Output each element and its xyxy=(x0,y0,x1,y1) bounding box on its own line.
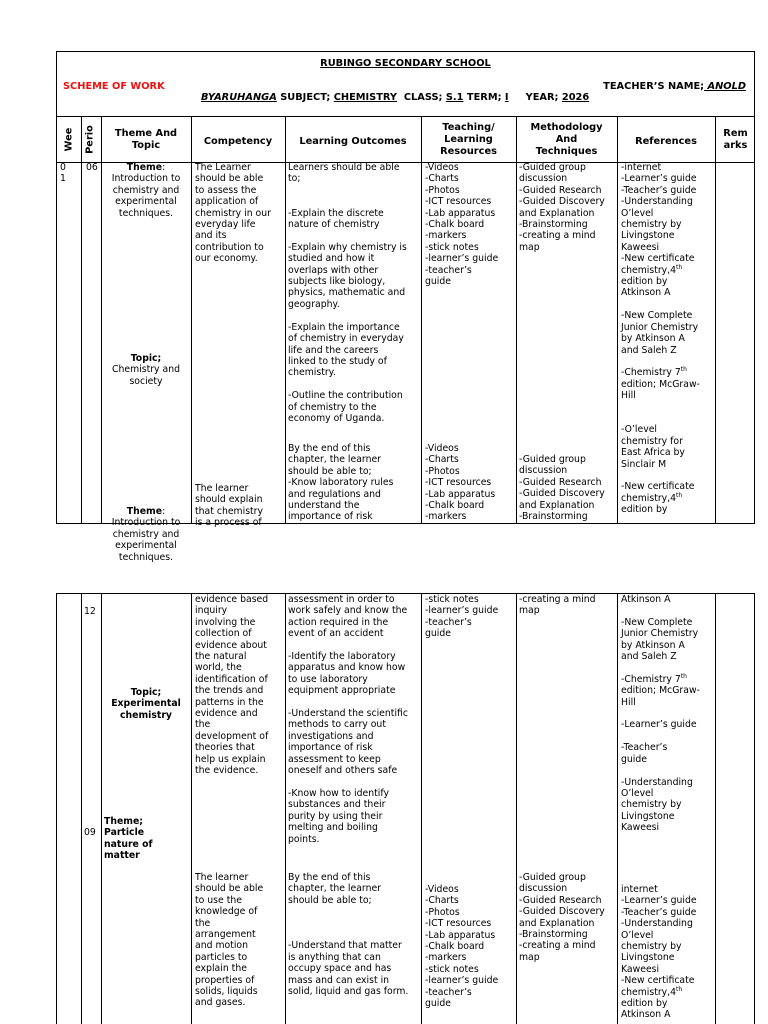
period-number: 09 xyxy=(84,827,96,838)
header-week: Wee xyxy=(63,127,75,152)
header-rule-top xyxy=(57,116,754,117)
topic-text: Chemistry and society xyxy=(111,364,180,387)
teacher-name xyxy=(603,81,746,92)
competency-4: The learner should be able to use the knowledge of the arrangement and motion particles to explain the properties of solids, liquids and gases. xyxy=(195,872,264,1009)
references-text: edition by Atkinson A xyxy=(621,998,671,1021)
period-number: 12 xyxy=(84,606,96,617)
learning-outcomes-3: assessment in order to work safely and know the action required in the event of an accident -Identify the laboratory apparatus and know how to use laboratory equipment appropriate -Understand the scientific methods to carry out investigations and importance of risk assessment to keep oneself and others safe -Know how to identify substances and their purity by using their melting and boiling points. xyxy=(288,594,408,845)
references-3 xyxy=(621,594,715,834)
scheme-table-page-2 xyxy=(56,593,755,1024)
topic-label: Topic; xyxy=(130,353,162,364)
superscript-th: th xyxy=(676,985,683,993)
term-label: TERM; xyxy=(463,92,502,103)
header-period: Perio xyxy=(84,125,96,154)
references-text: edition by Atkinson A -New Complete Junior Chemistry by Atkinson A and Saleh Z -Chemistry 7 xyxy=(621,276,699,379)
class-label: CLASS; xyxy=(403,92,443,103)
col-divider xyxy=(421,116,422,523)
methodology-2: -Guided group discussion -Guided Research -Guided Discovery and Explanation -Brainstorming xyxy=(519,454,605,523)
superscript-th: th xyxy=(680,672,687,680)
methodology-4: -Guided group discussion -Guided Research -Guided Discovery and Explanation -Brainstorming -creating a mind map xyxy=(519,872,605,963)
scheme-title: SCHEME OF WORK xyxy=(63,81,165,92)
learning-outcomes-1: Learners should be able to; -Explain the discrete nature of chemistry -Explain why chemistry is studied and how it overlaps with other subjects like biology, physics, mathematic and geography. -Explain the importance of chemistry in everyday life and the careers linked to the study of chemistry. -Outline the contribution of chemistry to the economy of Uganda. xyxy=(288,162,407,424)
theme-text: Introduction to chemistry and experimental techniques. xyxy=(111,173,181,219)
references-text: -internet -Learner’s guide -Teacher’s guide -Understanding O’level chemistry by Livingstone Kaweesi -New certificate chemistry,4 xyxy=(621,162,697,276)
methodology-1: -Guided group discussion -Guided Research -Guided Discovery and Explanation -Brainstorming -creating a mind map xyxy=(519,162,605,253)
term-value: I xyxy=(504,92,509,103)
competency-1: The Learner should be able to assess the application of chemistry in our everyday life and its contribution to our economy. xyxy=(195,162,271,265)
superscript-th: th xyxy=(680,366,687,374)
col-divider xyxy=(516,116,517,523)
competency-3: evidence based inquiry involving the collection of evidence about the natural world, the identification of the trends and patterns in the evidence and the development of theories that help us explain the evidence. xyxy=(195,594,269,777)
references-text: Atkinson A -New Complete Junior Chemistry by Atkinson A and Saleh Z -Chemistry 7 xyxy=(621,594,699,685)
school-name: RUBINGO SECONDARY SCHOOL xyxy=(320,58,491,69)
year-label: YEAR; xyxy=(525,92,559,103)
col-divider xyxy=(81,116,82,523)
theme-label: Theme xyxy=(126,506,163,517)
col-divider xyxy=(191,594,192,1024)
col-divider xyxy=(421,594,422,1024)
learning-outcomes-4: By the end of this chapter, the learner should be able to; -Understand that matter is anything that can occupy space and has mass and can exist in solid, liquid and gas form. xyxy=(288,872,409,998)
subject-label: SUBJECT; xyxy=(276,92,331,103)
resources-2: -Videos -Charts -Photos -ICT resources -Lab apparatus -Chalk board -markers xyxy=(425,443,496,523)
references-text: internet -Learner’s guide -Teacher’s guide -Understanding O’level chemistry by Livingstone Kaweesi -New certificate chemistry,4 xyxy=(621,884,697,998)
teacher-first-name: ANOLD xyxy=(704,81,746,92)
methodology-3: -creating a mind map xyxy=(519,594,596,617)
theme-block-2: Theme: Introduction to chemistry and experimental techniques. xyxy=(111,506,181,563)
teacher-label: TEACHER’S NAME; xyxy=(603,81,705,92)
scheme-table-page-1 xyxy=(56,51,755,563)
teacher-last-name: BYARUHANGA xyxy=(201,92,277,103)
references-text: edition; McGraw- Hill -Learner’s guide -Teacher’s guide -Understanding O’level chemistry by Livingstone Kaweesi xyxy=(621,685,700,834)
competency-2: The learner should explain that chemistry is a process of xyxy=(195,483,264,529)
period-number: 06 xyxy=(86,162,98,173)
col-divider xyxy=(285,594,286,1024)
class-value: S.1 xyxy=(445,92,464,103)
learning-outcomes-2: By the end of this chapter, the learner should be able to; -Know laboratory rules and regulations and understand the importance of risk xyxy=(288,443,394,523)
topic-block-2: Topic; Experimental chemistry xyxy=(111,687,181,721)
col-divider xyxy=(191,116,192,523)
col-divider xyxy=(715,594,716,1024)
info-line xyxy=(201,92,589,103)
header-remarks: Rem arks xyxy=(723,128,748,151)
col-divider xyxy=(715,116,716,523)
header-learning-outcomes: Learning Outcomes xyxy=(299,136,407,147)
col-divider xyxy=(617,594,618,1024)
references-text: edition by xyxy=(621,504,668,516)
col-divider xyxy=(81,594,82,1024)
header-competency: Competency xyxy=(203,136,273,147)
references-1 xyxy=(621,162,715,516)
theme-text: Introduction to chemistry and experimental techniques. xyxy=(111,517,181,563)
subject-value: CHEMISTRY xyxy=(333,92,398,103)
week-number: 0 1 xyxy=(60,162,66,185)
header-references: References xyxy=(635,136,697,147)
references-text: edition; McGraw- Hill -O’level chemistry for East Africa by Sinclair M -New certificate chemistry,4 xyxy=(621,378,700,504)
year-value: 2026 xyxy=(561,92,590,103)
col-divider xyxy=(285,116,286,523)
col-divider xyxy=(101,594,102,1024)
resources-3: -stick notes -learner’s guide -teacher’s guide xyxy=(425,594,499,640)
col-divider xyxy=(617,116,618,523)
theme-block-3: Theme; Particle nature of matter xyxy=(104,816,153,862)
header-theme-topic: Theme And Topic xyxy=(114,128,178,151)
resources-1: -Videos -Charts -Photos -ICT resources -Lab apparatus -Chalk board -markers -stick notes -learner’s guide -teacher’s guide xyxy=(425,162,499,288)
superscript-th: th xyxy=(676,491,683,499)
references-4 xyxy=(621,884,715,1021)
header-resources: Teaching/ Learning Resources xyxy=(440,122,497,157)
topic-block-1 xyxy=(101,353,191,387)
superscript-th: th xyxy=(676,263,683,271)
resources-4: -Videos -Charts -Photos -ICT resources -Lab apparatus -Chalk board -markers -stick notes -learner’s guide -teacher’s guide xyxy=(425,884,499,1010)
col-divider xyxy=(516,594,517,1024)
theme-label: Theme xyxy=(126,162,163,173)
theme-block-1: Theme: Introduction to chemistry and experimental techniques. xyxy=(111,162,181,219)
header-methodology: Methodology And Techniques xyxy=(530,122,603,157)
